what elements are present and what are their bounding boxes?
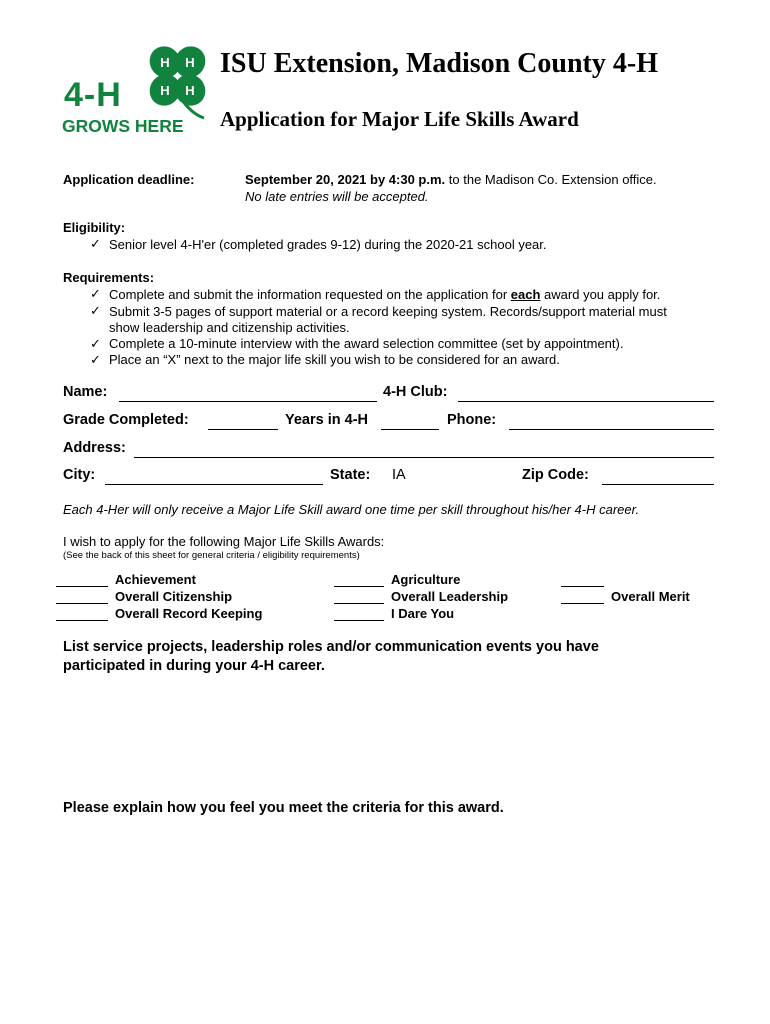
check-icon: ✓ [90,336,101,351]
deadline-note: No late entries will be accepted. [245,189,429,204]
award-i-dare-you: I Dare You [391,606,455,621]
award-blank-record-keeping[interactable] [56,620,108,621]
requirements-heading: Requirements: [63,270,155,285]
deadline-date: September 20, 2021 by 4:30 p.m. [245,172,446,187]
phone-field[interactable] [509,429,714,430]
award-citizenship: Overall Citizenship [115,589,233,604]
question-criteria: Please explain how you feel you meet the criteria for this award. [63,800,504,816]
requirement-item-2-line1: Submit 3-5 pages of support material or a record keeping system. Records/support material must [109,304,667,319]
grade-field[interactable] [208,429,278,430]
award-blank-merit[interactable] [561,603,604,604]
check-icon: ✓ [90,352,101,367]
award-record-keeping: Overall Record Keeping [115,606,263,621]
address-label: Address: [63,440,126,456]
address-field[interactable] [134,457,714,458]
eligibility-item: Senior level 4-H'er (completed grades 9-12) during the 2020-21 school year. [109,237,547,252]
club-label: 4-H Club: [383,384,448,400]
check-icon: ✓ [90,303,101,318]
phone-label: Phone: [447,412,497,428]
years-field[interactable] [381,429,439,430]
answer-activities-area[interactable] [63,680,714,792]
svg-text:H: H [185,83,195,98]
clover-icon [134,42,234,122]
name-field[interactable] [119,401,377,402]
answer-criteria-area[interactable] [63,824,714,1004]
zip-field[interactable] [602,484,714,485]
award-agriculture: Agriculture [391,572,461,587]
award-blank-agriculture[interactable] [334,586,384,587]
award-blank-leadership[interactable] [334,603,384,604]
requirement-item-1: Complete and submit the information requested on the application for each award you apply for. [109,287,661,302]
requirement-item-2-line2: show leadership and citizenship activities. [109,320,350,335]
apply-intro: I wish to apply for the following Major Life Skills Awards: [63,534,385,549]
deadline-label: Application deadline: [63,172,195,187]
question-activities: List service projects, leadership roles and/or communication events you have participated in during your 4-H career. [63,639,599,674]
check-icon: ✓ [90,236,101,251]
page-subtitle: Application for Major Life Skills Award [220,107,579,131]
state-label: State: [330,467,371,483]
one-time-note: Each 4-Her will only receive a Major Life Skill award one time per skill throughout his/her 4-H career. [63,502,640,517]
grade-label: Grade Completed: [63,412,189,428]
award-blank-i-dare-you[interactable] [334,620,384,621]
years-label: Years in 4-H [285,412,369,428]
city-label: City: [63,467,96,483]
check-icon: ✓ [90,286,101,301]
state-value: IA [392,467,406,483]
requirement-item-4: Place an “X” next to the major life skill you wish to be considered for an award. [109,352,560,367]
apply-subnote: (See the back of this sheet for general criteria / eligibility requirements) [63,550,360,561]
eligibility-heading: Eligibility: [63,220,126,235]
logo-brand: 4-H [64,76,122,114]
award-blank-citizenship[interactable] [56,603,108,604]
svg-text:H: H [185,55,195,70]
deadline-text [245,172,657,187]
page-title: ISU Extension, Madison County 4-H [220,48,658,79]
logo-tagline: GROWS HERE [62,116,184,136]
award-leadership: Overall Leadership [391,589,509,604]
svg-text:H: H [160,55,170,70]
award-blank-merit-top[interactable] [561,586,604,587]
name-label: Name: [63,384,108,400]
deadline-destination: to the Madison Co. Extension office. [445,172,657,187]
club-field[interactable] [458,401,714,402]
zip-label: Zip Code: [522,467,589,483]
four-h-logo [62,42,212,138]
city-field[interactable] [105,484,323,485]
award-blank-achievement[interactable] [56,586,108,587]
award-achievement: Achievement [115,572,196,587]
svg-text:H: H [160,83,170,98]
emphasis-each: each [510,287,541,302]
requirement-item-3: Complete a 10-minute interview with the award selection committee (set by appointment). [109,336,624,351]
award-merit: Overall Merit [611,589,690,604]
